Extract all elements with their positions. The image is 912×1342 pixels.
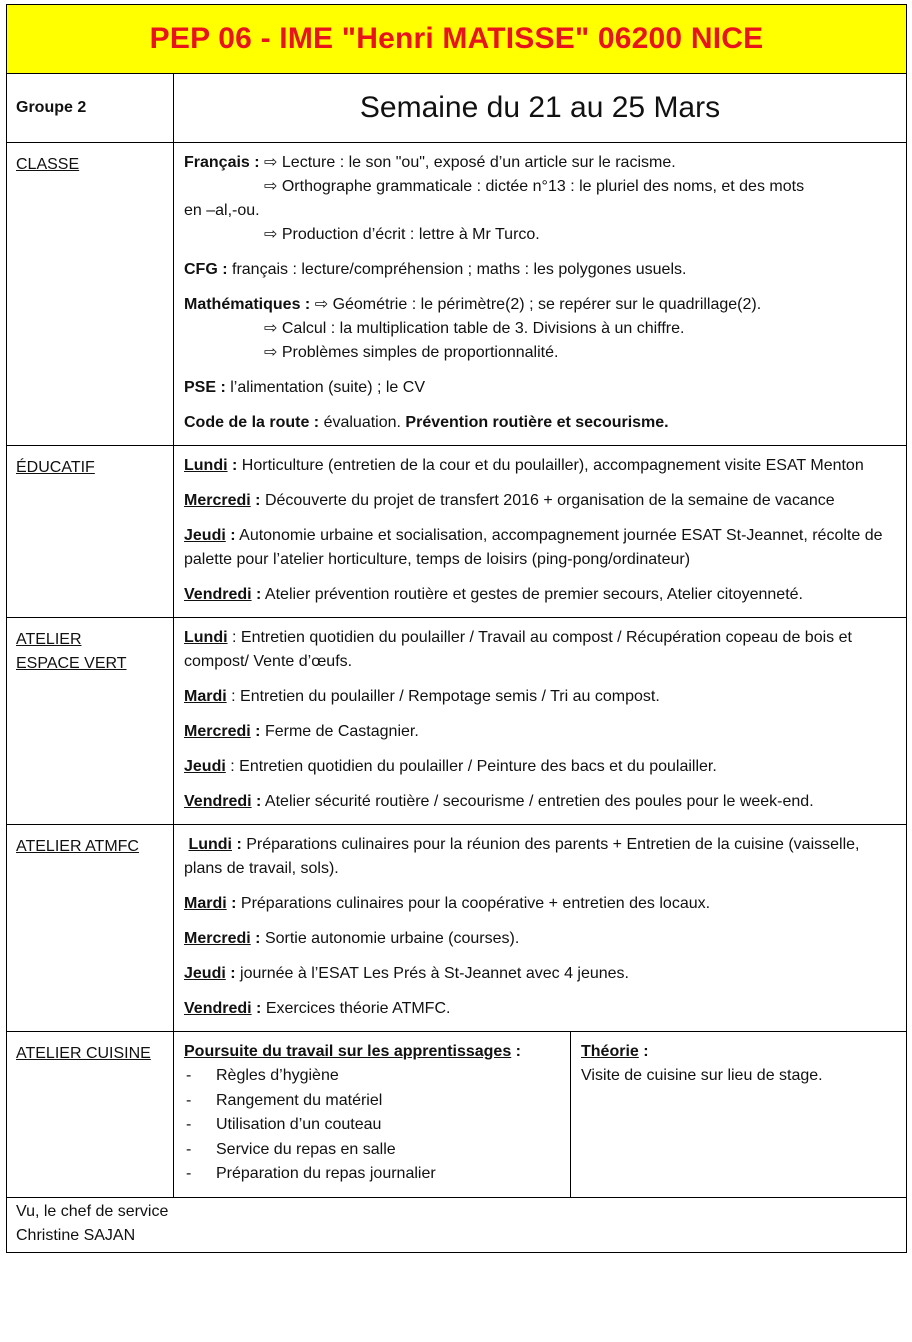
francais-label: Français : <box>184 154 260 171</box>
day-separator: : <box>225 527 236 544</box>
day-label: Jeudi <box>184 758 226 775</box>
atmfc-item <box>184 833 897 881</box>
arrow-icon: ⇨ <box>264 344 278 361</box>
math-label: Mathématiques : <box>184 296 311 313</box>
cuisine-right-title-sep: : <box>638 1043 649 1060</box>
espace-vert-label-2: ESPACE VERT <box>16 655 127 672</box>
cfg-text: français : lecture/compréhension ; maths : les polygones usuels. <box>232 261 687 278</box>
day-text: journée à l’ESAT Les Prés à St-Jeannet avec 4 jeunes. <box>240 965 629 982</box>
day-separator: : <box>250 492 261 509</box>
espace-vert-label-cell <box>7 618 174 825</box>
week-title: Semaine du 21 au 25 Mars <box>174 74 907 143</box>
educatif-item <box>184 489 897 513</box>
day-text: Entretien quotidien du poulailler / Travail au compost / Récupération copeau de bois et compost/ Vente d’œufs. <box>184 629 852 670</box>
cuisine-left-content <box>174 1032 571 1198</box>
day-label: Jeudi <box>184 527 226 544</box>
planning-sheet <box>6 4 906 1253</box>
cfg-label: CFG : <box>184 261 228 278</box>
day-text: Entretien quotidien du poulailler / Peinture des bacs et du poulailler. <box>239 758 717 775</box>
day-text: Découverte du projet de transfert 2016 + organisation de la semaine de vacance <box>264 492 835 509</box>
espace-vert-item <box>184 790 897 814</box>
pse-text: l’alimentation (suite) ; le CV <box>230 379 425 396</box>
planning-table <box>6 4 907 1253</box>
francais-line-2: Orthographe grammaticale : dictée n°13 : le pluriel des noms, et des mots <box>281 178 805 195</box>
educatif-label: ÉDUCATIF <box>16 459 95 476</box>
day-separator: : <box>225 965 236 982</box>
atmfc-content <box>174 825 907 1032</box>
list-item: - Service du repas en salle <box>184 1138 561 1163</box>
list-item: - Utilisation d’un couteau <box>184 1113 561 1138</box>
cuisine-list <box>184 1064 561 1187</box>
day-label: Jeudi <box>184 965 226 982</box>
page-title: PEP 06 - IME "Henri MATISSE" 06200 NICE <box>149 22 764 55</box>
day-label: Lundi <box>184 629 228 646</box>
espace-vert-item <box>184 626 897 674</box>
atmfc-item <box>184 892 897 916</box>
pse-label: PSE : <box>184 379 226 396</box>
day-label: Vendredi <box>184 586 252 603</box>
day-label: Mercredi <box>184 930 251 947</box>
footer-line-1: Vu, le chef de service <box>16 1202 169 1220</box>
espace-vert-item <box>184 685 897 709</box>
day-label: Vendredi <box>184 793 252 810</box>
day-text: Atelier prévention routière et gestes de premier secours, Atelier citoyenneté. <box>264 586 803 603</box>
classe-content <box>174 143 907 446</box>
arrow-icon: ⇨ <box>264 178 278 195</box>
day-label: Lundi <box>184 457 228 474</box>
atmfc-item <box>184 962 897 986</box>
code-block <box>184 411 897 435</box>
list-item: - Rangement du matériel <box>184 1089 561 1114</box>
francais-block <box>184 151 897 247</box>
educatif-label-cell <box>7 446 174 618</box>
espace-vert-row <box>7 618 907 825</box>
educatif-item <box>184 524 897 572</box>
day-text: Exercices théorie ATMFC. <box>265 1000 451 1017</box>
cuisine-right-title: Théorie <box>581 1043 639 1060</box>
day-separator: : <box>251 1000 262 1017</box>
arrow-icon: ⇨ <box>264 154 278 171</box>
espace-vert-item <box>184 755 897 779</box>
day-text: Sortie autonomie urbaine (courses). <box>264 930 520 947</box>
cuisine-row <box>7 1032 907 1198</box>
day-label: Mardi <box>184 895 227 912</box>
cuisine-left-title: Poursuite du travail sur les apprentissages <box>184 1043 512 1060</box>
classe-label: CLASSE <box>16 156 80 173</box>
pse-block <box>184 376 897 400</box>
cfg-block <box>184 258 897 282</box>
math-block <box>184 293 897 365</box>
atmfc-row <box>7 825 907 1032</box>
day-label: Mardi <box>184 688 227 705</box>
atmfc-item <box>184 927 897 951</box>
day-separator: : <box>250 723 261 740</box>
cuisine-right-content <box>571 1032 907 1198</box>
day-text: Ferme de Castagnier. <box>264 723 419 740</box>
francais-line-3: Production d’écrit : lettre à Mr Turco. <box>281 226 540 243</box>
day-text: Autonomie urbaine et socialisation, accompagnement journée ESAT St-Jeannet, récolte de palette pour l’atelier horticulture, temps de loisirs (ping-pong/ordinateur) <box>184 527 883 568</box>
day-text: Préparations culinaires pour la coopérative + entretien des locaux. <box>240 895 711 912</box>
atmfc-label-cell <box>7 825 174 1032</box>
educatif-item <box>184 454 897 478</box>
atmfc-label: ATELIER ATMFC <box>16 838 139 855</box>
day-separator: : <box>251 793 262 810</box>
cuisine-right-text: Visite de cuisine sur lieu de stage. <box>581 1067 823 1084</box>
educatif-item <box>184 583 897 607</box>
math-line-2: Calcul : la multiplication table de 3. Divisions à un chiffre. <box>281 320 685 337</box>
day-separator: : <box>226 895 237 912</box>
subheader-row <box>7 74 907 143</box>
footer-signature: Christine SAJAN <box>16 1226 136 1244</box>
footer-cell <box>7 1197 907 1252</box>
cuisine-label-cell <box>7 1032 174 1198</box>
list-item: - Règles d’hygiène <box>184 1064 561 1089</box>
day-separator: : <box>225 758 235 775</box>
day-text: Atelier sécurité routière / secourisme / entretien des poules pour le week-end. <box>264 793 814 810</box>
espace-vert-item <box>184 720 897 744</box>
day-text: Horticulture (entretien de la cour et du poulailler), accompagnement visite ESAT Menton <box>241 457 864 474</box>
math-line-1: Géométrie : le périmètre(2) ; se repérer sur le quadrillage(2). <box>332 296 762 313</box>
cuisine-left-title-sep: : <box>511 1043 522 1060</box>
code-label: Code de la route : <box>184 414 320 431</box>
group-label: Groupe 2 <box>7 74 174 143</box>
espace-vert-label-1: ATELIER <box>16 631 82 648</box>
francais-line-1: Lecture : le son "ou", exposé d’un article sur le racisme. <box>281 154 676 171</box>
educatif-row <box>7 446 907 618</box>
day-separator: : <box>232 836 242 853</box>
title-cell <box>7 5 907 74</box>
arrow-icon: ⇨ <box>314 296 329 313</box>
atmfc-item <box>184 997 897 1021</box>
day-separator: : <box>226 688 236 705</box>
espace-vert-content <box>174 618 907 825</box>
day-separator: : <box>250 930 261 947</box>
classe-label-cell <box>7 143 174 446</box>
day-label: Mercredi <box>184 492 251 509</box>
day-label: Vendredi <box>184 1000 252 1017</box>
list-item: - Préparation du repas journalier <box>184 1162 561 1187</box>
cuisine-label: ATELIER CUISINE <box>16 1045 151 1062</box>
day-label: Lundi <box>188 836 232 853</box>
day-separator: : <box>227 457 238 474</box>
day-separator: : <box>251 586 262 603</box>
footer-row <box>7 1197 907 1252</box>
day-text: Préparations culinaires pour la réunion des parents + Entretien de la cuisine (vaisselle, plans de travail, sols). <box>184 836 860 877</box>
arrow-icon: ⇨ <box>264 226 278 243</box>
day-text: Entretien du poulailler / Rempotage semis / Tri au compost. <box>240 688 660 705</box>
day-separator: : <box>227 629 237 646</box>
title-row <box>7 5 907 74</box>
code-bold-text: Prévention routière et secourisme. <box>405 414 669 431</box>
classe-row <box>7 143 907 446</box>
code-text: évaluation. <box>323 414 401 431</box>
educatif-content <box>174 446 907 618</box>
arrow-icon: ⇨ <box>264 320 278 337</box>
math-line-3: Problèmes simples de proportionnalité. <box>281 344 559 361</box>
francais-line-2b: en –al,-ou. <box>184 202 260 219</box>
day-label: Mercredi <box>184 723 251 740</box>
